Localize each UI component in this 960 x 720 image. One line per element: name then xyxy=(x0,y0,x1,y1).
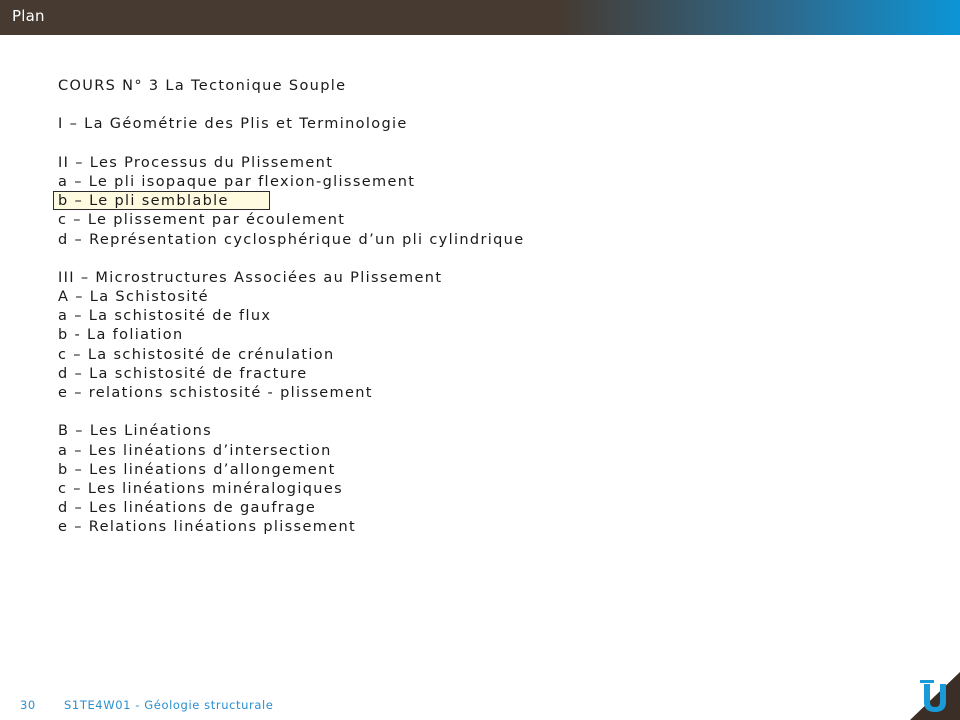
outline-item: d – Les linéations de gaufrage xyxy=(58,500,317,517)
outline-item: a – Les linéations d’intersection xyxy=(58,442,332,459)
subsection-a-heading: A – La Schistosité xyxy=(58,289,209,306)
slide-title: Plan xyxy=(12,7,45,25)
outline-item: c – La schistosité de crénulation xyxy=(58,346,335,363)
subsection-b-heading: B – Les Linéations xyxy=(58,423,213,440)
outline-item: e – relations schistosité - plissement xyxy=(58,385,373,401)
outline-item: d – Représentation cyclosphérique d’un pli cylindrique xyxy=(58,231,525,248)
outline-item: a – La schistosité de flux xyxy=(58,308,272,325)
outline-item: c – Le plissement par écoulement xyxy=(58,212,346,229)
page-number: 30 xyxy=(20,698,36,712)
header-bar xyxy=(0,0,960,35)
outline-item: a – Le pli isopaque par flexion-glissement xyxy=(58,173,416,190)
outline-item: b - La foliation xyxy=(58,327,184,344)
section-3-heading: III – Microstructures Associées au Plissement xyxy=(58,269,443,286)
course-outline xyxy=(58,77,758,538)
outline-item: e – Relations linéations plissement xyxy=(58,519,357,536)
outline-item: d – La schistosité de fracture xyxy=(58,365,308,382)
section-1-heading: I – La Géométrie des Plis et Terminologie xyxy=(58,116,408,133)
university-u-logo-icon xyxy=(910,672,960,720)
outline-item-current: b – Le pli semblable xyxy=(58,193,229,210)
course-code: S1TE4W01 - Géologie structurale xyxy=(64,698,274,712)
outline-item: b – Les linéations d’allongement xyxy=(58,461,336,478)
section-2-heading: II – Les Processus du Plissement xyxy=(58,154,334,171)
outline-item: c – Les linéations minéralogiques xyxy=(58,480,344,497)
course-title: COURS N° 3 La Tectonique Souple xyxy=(58,78,347,94)
